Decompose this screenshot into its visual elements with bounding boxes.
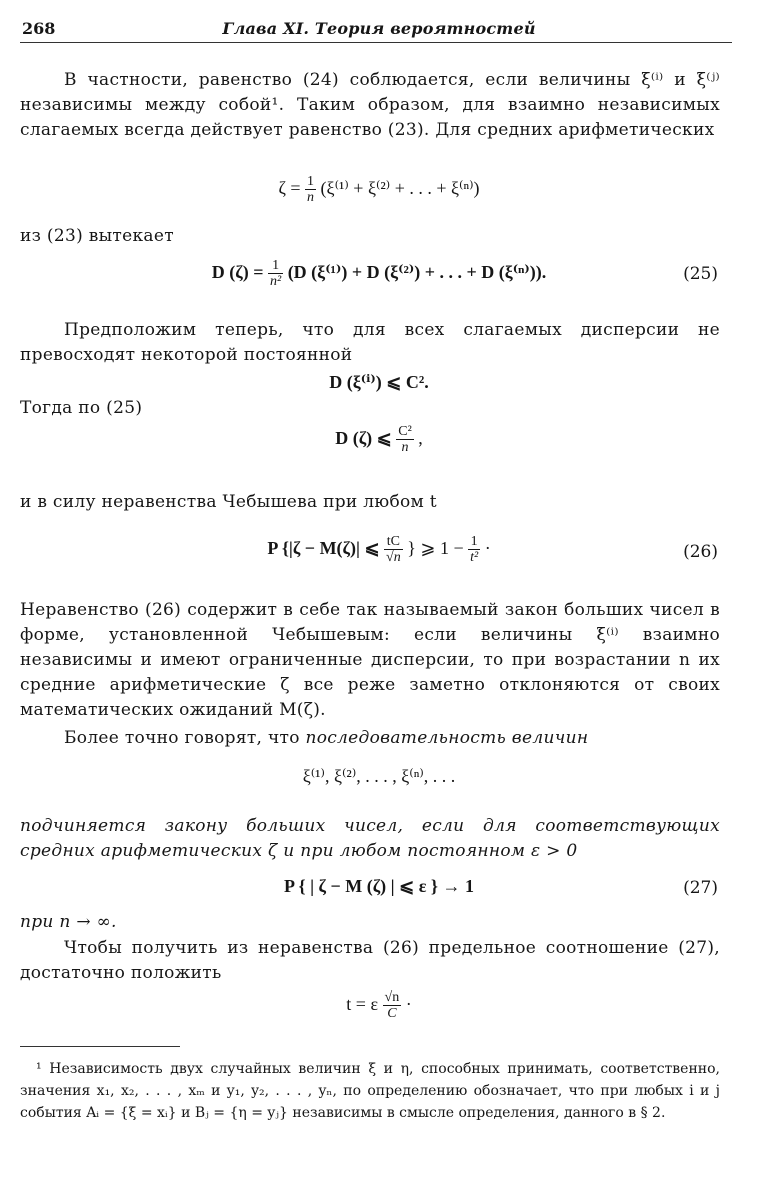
eq-t-fraction [383,990,402,1021]
frac-num: 1 [307,174,315,189]
paragraph-from23: из (23) вытекает [20,226,174,246]
equation-dz [0,424,758,455]
paragraph-then: Тогда по (25) [20,398,143,418]
frac-num: 1 [268,258,283,274]
equation-26 [0,534,758,565]
equation-mean [0,174,758,205]
frac-num: tC [384,534,403,550]
paragraph-to-obtain: Чтобы получить из неравенства (26) предельное соотношение (27), достаточно положить [20,938,720,983]
eq25-rhs: (D (ξ⁽¹⁾) + D (ξ⁽²⁾) + . . . + D (ξ⁽ⁿ⁾)). [287,261,547,282]
paragraph-definition: подчиняется закону больших чисел, если для соответствующих средних арифметических ζ и при любом постоянном ε > 0 [20,816,720,861]
eq25-lhs: D (ζ) = [211,261,268,282]
eq-dz-end: , [418,427,423,448]
equation-sequence [0,766,758,787]
eq-t-end: · [405,993,412,1014]
eq-dz-lhs: D (ζ) ⩽ [335,427,397,448]
paragraph-suppose: Предположим теперь, что для всех слагаемых дисперсии не превосходят некоторой постоянной [20,320,720,365]
running-header: Глава XI. Теория вероятностей [222,19,536,38]
eq-bound-text: D (ξ⁽ⁱ⁾) ⩽ C². [329,372,429,392]
frac-den: √n [386,550,401,565]
eq-dz-fraction [396,424,414,455]
equation-27 [0,876,758,897]
equation-label-26: (26) [683,542,718,562]
page-number: 268 [22,19,56,38]
eq-seq-text: ξ⁽¹⁾, ξ⁽²⁾, . . . , ξ⁽ⁿ⁾, . . . [302,766,456,786]
eq26-fraction-2 [468,534,480,565]
paragraph-independence: В частности, равенство (24) соблюдается, если величины ξ⁽ⁱ⁾ и ξ⁽ʲ⁾ независимы между собой¹. Таким образом, для взаимно независимых слагаемых всегда действует равенство (23). Для средних арифметических [20,70,720,140]
frac-den: n [401,440,409,455]
eq26-fraction-1 [384,534,403,565]
equation-25 [0,258,758,289]
eq-t-lhs: t = ε [346,993,383,1014]
paragraph-law-large-numbers: Неравенство (26) содержит в себе так называемый закон больших чисел в форме, установленной Чебышевым: если величины ξ⁽ⁱ⁾ взаимно независимы и имеют ограниченные дисперсии, то при возрастании n их средние арифметические ζ все реже заметно отклоняются от своих математических ожиданий M(ζ). [20,600,720,720]
header-rule [20,42,732,43]
text-more-precisely: Более точно говорят, что [64,728,306,748]
eq-mean-fraction [305,174,316,205]
frac-den: n [307,190,315,205]
eq26-mid: } ⩾ 1 − [407,537,469,558]
text-sequence-italic: последовательность величин [305,728,589,748]
frac-num: C² [398,424,412,439]
paragraph-more-precisely [20,726,720,751]
footnote-rule [20,1046,180,1047]
eq26-lhs: P {|ζ − M(ζ)| ⩽ [267,537,385,558]
eq-mean-lhs: ζ = [278,177,306,198]
equation-t [0,990,758,1021]
frac-den: n² [269,274,282,289]
eq25-fraction [268,258,283,289]
frac-den: t² [470,550,479,565]
frac-den: C [387,1006,397,1021]
equation-label-25: (25) [683,264,718,284]
frac-num: 1 [468,534,480,550]
equation-label-27: (27) [683,878,718,898]
footnote: ¹ Независимость двух случайных величин ξ и η, способных принимать, соответственно, значения x₁, x₂, . . . , xₘ и y₁, y₂, . . . , yₙ, по определению обозначает, что при любых i и j события Aᵢ = {ξ = xᵢ} и Bⱼ = {η = yⱼ} независимы в смысле определения, данного в § 2. [20,1061,720,1121]
paragraph-n-infinity: при n → ∞. [20,912,117,932]
equation-bound [0,372,758,393]
frac-num: √n [384,990,400,1005]
eq-mean-rhs: (ξ⁽¹⁾ + ξ⁽²⁾ + . . . + ξ⁽ⁿ⁾) [320,177,480,198]
eq26-end: · [484,537,491,558]
paragraph-chebyshev: и в силу неравенства Чебышева при любом t [20,492,437,512]
eq27-text: P { | ζ − M (ζ) | ⩽ ε } → 1 [284,876,474,896]
